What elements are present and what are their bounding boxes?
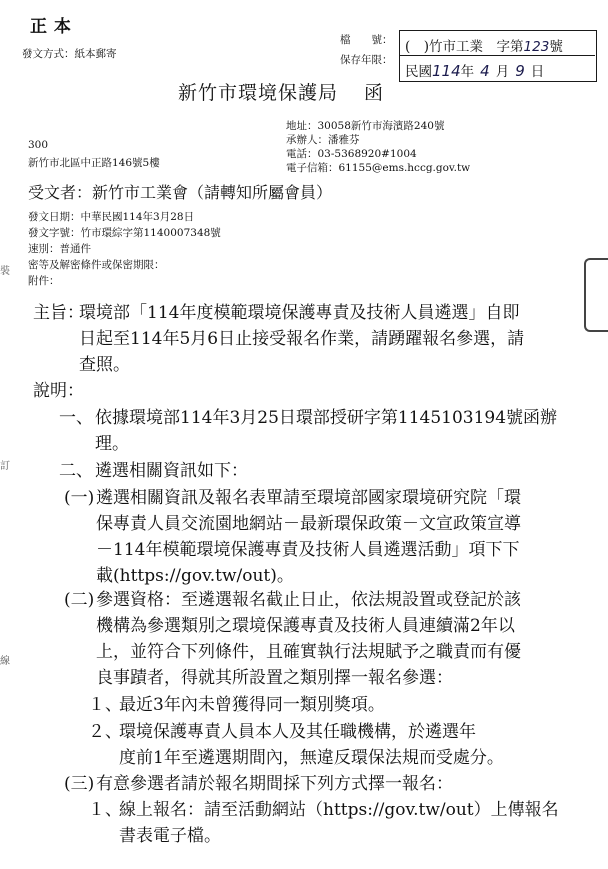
receipt-stamp-divider (399, 55, 595, 56)
contact-email: 電子信箱：61155@ems.hccg.gov.tw (286, 162, 471, 174)
copy-label: 正 本 (30, 17, 72, 37)
recipient-address: 新竹市北區中正路146號5樓 (28, 157, 160, 169)
condition-2-line: 環境保護專責人員本人及其任職機構，於遴選年 (119, 722, 476, 742)
sub-3-number: (三) (64, 774, 95, 794)
subject-line: 日起至114年5月6日止接受報名作業，請踴躍報名參選，請 (79, 329, 525, 349)
retention-label: 保存年限： (340, 54, 393, 66)
explanation-label: 說明： (33, 381, 84, 401)
receipt-number-suffix: 號 (549, 39, 563, 55)
sub-3-text: 有意參選者請於報名期間採下列方式擇一報名： (96, 774, 453, 794)
sub-2-number: (二) (64, 590, 95, 610)
urgency: 速別：普通件 (28, 243, 91, 255)
sub-1-line: －114年模範環境保護專責及技術人員遴選活動」項下下 (96, 540, 520, 560)
subject-line: 環境部「114年度模範環境保護專責及技術人員遴選」自即 (79, 303, 520, 323)
sub-2-line: 上，並符合下列條件，且確實執行法規賦予之職責而有優 (96, 642, 521, 662)
document-title (178, 78, 384, 105)
item-2-number: 二、 (59, 461, 93, 481)
receipt-month-suffix: 月 (495, 64, 510, 80)
sub-2-line: 機構為參選類別之環境保護專責及技術人員連續滿2年以 (96, 616, 515, 636)
seal-stamp (584, 258, 608, 332)
document-type: 函 (364, 82, 385, 104)
contact-phone: 電話：03-5368920#1004 (286, 148, 417, 160)
item-1-line: 理。 (95, 434, 129, 454)
condition-2-number: ２、 (88, 722, 122, 742)
signup-1-line: 書表電子檔。 (119, 826, 221, 846)
receipt-date-prefix: 民國 (405, 64, 432, 80)
sender-address: 地址：30058新竹市海濱路240號 (286, 120, 445, 132)
signup-1-number: １、 (88, 800, 122, 820)
binding-mark: 訂 (0, 461, 10, 472)
receipt-stamp-line2 (405, 60, 544, 80)
binding-mark: 線 (0, 656, 10, 667)
send-method: 發文方式：紙本郵寄 (22, 48, 117, 60)
item-1-number: 一、 (59, 408, 93, 428)
sub-2-line: 參選資格：至遴選報名截止日止，依法規設置或登記於該 (96, 590, 521, 610)
receipt-month: 4 (480, 62, 490, 80)
recipient: 受文者：新竹市工業會（請轉知所屬會員） (28, 183, 333, 202)
subject-line: 查照。 (79, 355, 130, 375)
attachments: 附件： (28, 275, 60, 287)
sub-1-line: 載(https://gov.tw/out)。 (96, 566, 294, 586)
condition-2-line: 度前1年至遴選期間內，無違反環保法規而受處分。 (119, 748, 504, 768)
sub-1-number: (一) (64, 488, 95, 508)
receipt-stamp-line1 (405, 35, 563, 55)
receipt-number-handwritten: 123 (523, 39, 550, 55)
security-level: 密等及解密條件或保密期限： (28, 259, 165, 271)
signup-1-line: 線上報名：請至活動網站（https://gov.tw/out）上傳報名 (119, 800, 559, 820)
sub-2-line: 良事蹟者，得就其所設置之類別擇一報名參選： (96, 668, 453, 688)
receipt-day-suffix: 日 (530, 64, 545, 80)
file-no-label: 檔 號： (340, 34, 393, 46)
binding-mark: 裝 (0, 266, 10, 277)
receipt-year: 114 (432, 62, 461, 80)
sub-1-line: 保專責人員交流園地網站－最新環保政策－文宣政策宣導 (96, 514, 521, 534)
receipt-number-prefix: ( )竹市工業 字第 (405, 39, 524, 55)
contact-person: 承辦人：潘雅芬 (286, 134, 360, 146)
sub-1-line: 遴選相關資訊及報名表單請至環境部國家環境研究院「環 (96, 488, 521, 508)
issue-date: 發文日期：中華民國114年3月28日 (28, 211, 195, 223)
item-1-line: 依據環境部114年3月25日環部授研字第1145103194號函辦 (95, 408, 558, 428)
document-number: 發文字號：竹市環綜字第1140007348號 (28, 227, 221, 239)
agency-name: 新竹市環境保護局 (178, 82, 339, 104)
condition-1-text: 最近3年內未曾獲得同一類別獎項。 (119, 695, 385, 715)
subject-label: 主旨： (33, 303, 84, 323)
postal-code: 300 (28, 139, 49, 151)
receipt-year-suffix: 年 (460, 64, 475, 80)
condition-1-number: １、 (88, 695, 122, 715)
receipt-day: 9 (515, 62, 525, 80)
item-2-text: 遴選相關資訊如下： (95, 461, 248, 481)
